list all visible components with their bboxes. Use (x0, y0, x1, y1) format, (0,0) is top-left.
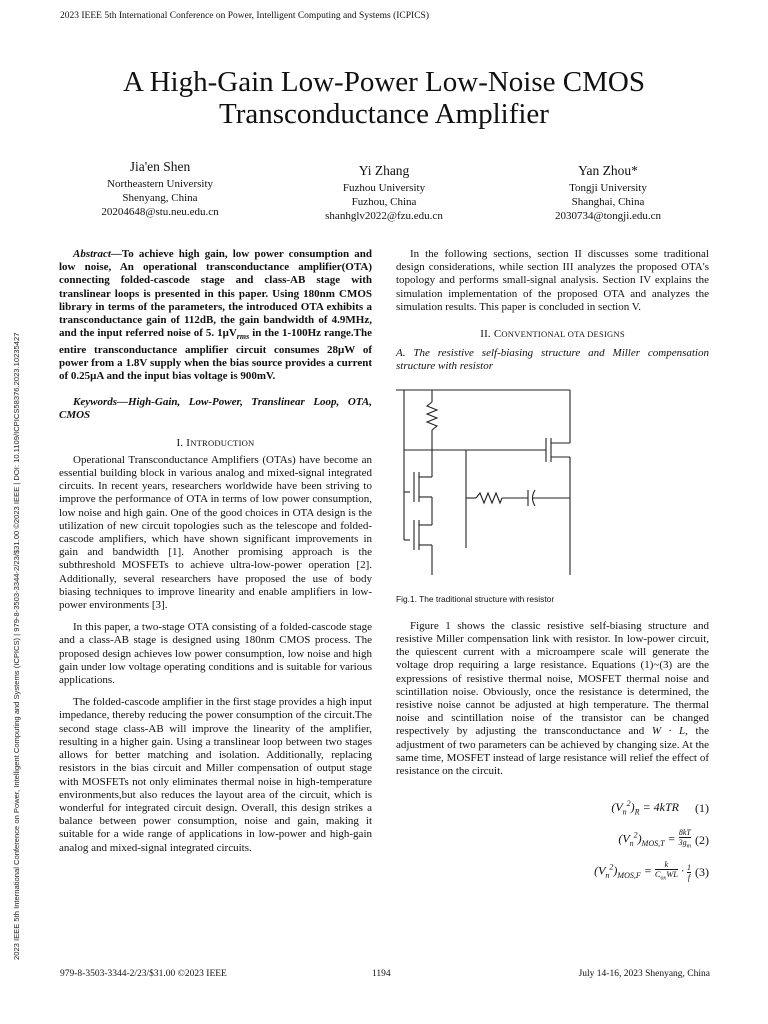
author-email: shanhglv2022@fzu.edu.cn (325, 210, 443, 222)
left-column (59, 248, 372, 855)
footer-isbn: 979-8-3503-3344-2/23/$31.00 ©2023 IEEE (60, 969, 227, 979)
author-email: 2030734@tongji.edu.cn (554, 210, 662, 222)
figure-caption: Fig.1. The traditional structure with resistor (396, 593, 555, 604)
conference-header: 2023 IEEE 5th International Conference on Power, Intelligent Computing and Systems (ICPICS) (60, 11, 430, 21)
intro-paragraph-1: Operational Transconductance Amplifiers (OTAs) have become an essential building block in various analog and mixed-signal integrated circuits. In recent years, researchers worldwide have been striving to improve the performance of OTA in terms of low power consumption, low noise and high gain. One of the good choices in OTA design is the utilization of new circuit topologies such as the telescope and folded-cascode amplifiers, which have shown significant improvements in gain and bandwidth [1]. Another promising approach is the subthreshold MOSFETs to achieve ultra-low-power operation [2]. Additionally, several researchers have proposed the use of body biasing techniques to improve linearity and enable amplifiers in low-power environments [3]. (59, 453, 372, 612)
right-column (396, 248, 709, 888)
abstract: Abstract—To achieve high gain, low power consumption and low noise, An operational transconductance amplifier(OTA) connecting folded-cascode stage and class-AB stage with translinear loops is presented in this paper. Using 180nm CMOS library in terms of the parameters, the introduced OTA exhibits a transconductance gain of 112dB, the gain bandwidth of 4.9MHz, and the input referred noise of 5. $1\mu V_{rms}$ in the 1-100Hz range.The entire transconductance amplifier circuit consumes 28μW of power from a 1.8V supply when the bias source provides a current of 0.25μA and the input bias voltage is 900mV. (59, 248, 372, 383)
intro-paragraph-2: In this paper, a two-stage OTA consisting of a folded-cascode stage and a class-AB stage is designed using 180nm CMOS process. The proposed design achieves low power consumption, low noise and high gain under low voltage operating conditions and is suitable for various applications. (59, 621, 372, 687)
figure-1-circuit (396, 380, 709, 592)
author-2 (284, 162, 484, 223)
miller-resistor-symbol (476, 493, 502, 503)
keywords: Keywords—High-Gain, Low-Power, Translinear Loop, OTA, CMOS (59, 396, 372, 422)
author-location: Shanghai, China (571, 196, 645, 208)
author-affiliation: Fuzhou University (342, 182, 426, 194)
paper-title: A High-Gain Low-Power Low-Noise CMOS Transconductance Amplifier (123, 66, 645, 130)
footer-page-number: 1194 (372, 969, 391, 979)
section-heading-introduction: I. INTRODUCTION (176, 436, 255, 449)
circuit-schematic (396, 380, 709, 592)
intro-paragraph-3: The folded-cascode amplifier in the first stage provides a high input impedance, thereby reducing the power consumption of the circuit.The second stage class-AB will improve the linearity of the amplifier, resulting in a higher gain. Using a translinear loop between two stages allows for better matching and isolation. Additionally, replacing resistors in the bias circuit and Miller compensation of output stage with MOSFETs not only eliminates thermal noise in high-temperature environments,but also reduces the layout area of the circuit, which is wonderful for integrated circuit design. Overall, this design strikes a balance between power consumption, noise and gain, making it suitable for a wide range of applications in low-power and high-gain analog and mixed-signal integrated circuits. (59, 696, 372, 854)
author-name: Yi Zhang (358, 163, 410, 178)
author-block (60, 158, 708, 223)
footer-date-location: July 14-16, 2023 Shenyang, China (578, 969, 710, 979)
author-affiliation: Northeastern University (107, 178, 213, 190)
abstract-label: Abstract— (73, 248, 122, 260)
author-location: Fuzhou, China (351, 196, 417, 208)
subsection-heading: A. The resistive self-biasing structure and Miller compensation structure with resistor (396, 347, 709, 373)
side-strip-doi: 2023 IEEE 5th International Conference on Power, Intelligent Computing and Systems (ICPICS) | 979-8-3503-3344-2/23/$31.00 ©2023 IEEE | DOI: 10.1109/ICPICS58376.2023.10235427 (12, 332, 21, 960)
sections-overview-paragraph: In the following sections, section II discusses some traditional design considerations, while section III analyzes the proposed OTA's topology and performs small-signal analysis. Section IV explains the simulation implementation of the proposed OTA and analyzes the simulation results. This paper is concluded in section V. (396, 248, 709, 313)
author-email: 20204648@stu.neu.edu.cn (101, 206, 219, 218)
bias-resistor-symbol (427, 402, 437, 430)
author-name: Yan Zhou* (578, 163, 638, 178)
section-heading-conventional: II. CONVENTIONAL OTA DESIGNS (480, 328, 625, 341)
equation-2: $(V_n^2)_{MOS,T}$ = 8kT $3g_m$ (2) (618, 828, 709, 851)
equation-3: $(V_n^2)_{MOS,F}$ = k $C_{ox}WL$ · $\frac{1}{f}$ (3) (594, 859, 709, 883)
author-location: Shenyang, China (122, 192, 198, 204)
author-name: Jia'en Shen (129, 159, 191, 174)
author-affiliation: Tongji University (569, 182, 647, 194)
equations-block (396, 792, 709, 888)
author-1 (60, 158, 260, 223)
equation-1: $(V_n^2)_R = 4kTR$ (1) (611, 799, 709, 817)
author-3 (508, 162, 708, 223)
figure-1-paragraph: Figure 1 shows the classic resistive self-biasing structure and resistive Miller compensation link with resistor. In low-power circuit, the quiescent current with a microampere scale will generate the voltage drop requiring a large resistance. Equations (1)~(3) are the expressions of resistive thermal noise, MOSFET thermal noise and scintillation noise. Obviously, once the resistance is determined, the resistive noise cannot be adjusted at high temperature. The thermal noise and scintillation noise of the transistor can be changed respectively by adjusting the transconductance and W · L, the adjustment of two parameters can be achieved by changing size. At the same time, MOSFET instead of large resistance will relief the effect of resistance on the circuit. (396, 619, 709, 778)
